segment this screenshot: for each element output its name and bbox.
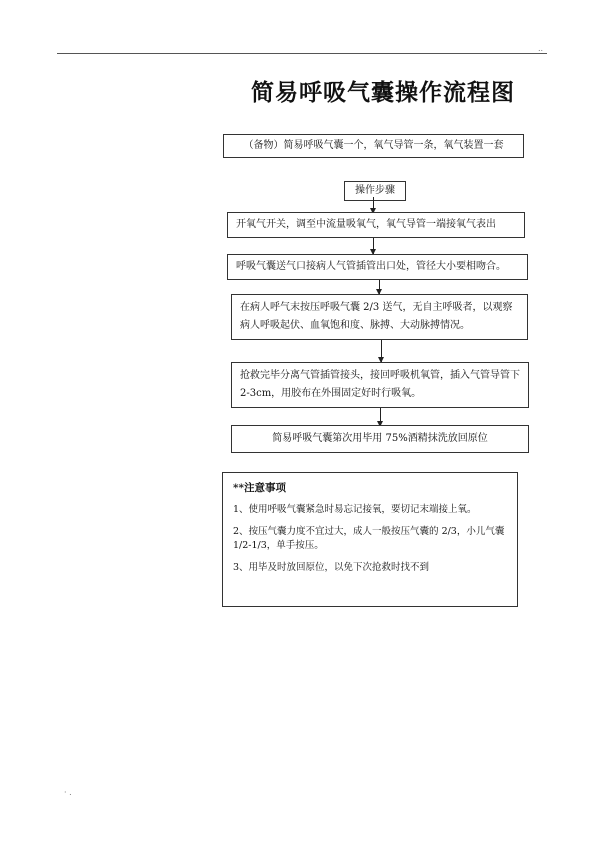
notes-title: **注意事项 <box>233 482 286 494</box>
bottom-mark: · . <box>64 788 72 797</box>
note-item-2: 2、按压气囊力度不宜过大，成人一般按压气囊的 2/3，小儿气囊 1/2-1/3，单手按压。 <box>233 526 505 551</box>
prepare-box <box>223 134 524 158</box>
note-item-3: 3、用毕及时放回原位，以免下次抢救时找不到 <box>233 562 430 573</box>
step-box-3 <box>231 294 528 340</box>
step-text-5: 简易呼吸气囊第次用毕用 75%酒精抹洗放回原位 <box>272 433 488 444</box>
step-text-4: 抢救完毕分离气管插管接头，接回呼吸机氧管，插入气管导管下 2-3cm，用胶布在外围固定好时行吸氧。 <box>240 370 520 399</box>
header-rule <box>57 53 547 54</box>
steps-label-box <box>344 181 406 201</box>
step-box-2 <box>227 254 528 280</box>
step-text-1: 开氧气开关，调至中流量吸氧气，氧气导管一端接氧气表出 <box>236 219 496 230</box>
step-text-2: 呼吸气囊送气口接病人气管插管出口处，管径大小要相吻合。 <box>236 261 506 272</box>
page-title: 简易呼吸气囊操作流程图 <box>251 79 515 106</box>
corner-mark: .. <box>538 44 544 53</box>
step-box-1 <box>227 212 525 238</box>
step-box-5 <box>231 425 529 453</box>
notes-box <box>222 472 518 607</box>
prepare-text: （备物）简易呼吸气囊一个，氧气导管一条，氧气装置一套 <box>243 140 504 151</box>
step-box-4 <box>231 362 529 408</box>
step-text-3: 在病人呼气末按压呼吸气囊 2/3 送气，无自主呼吸者，以观察病人呼吸起伏、血氧饱和度、脉搏、大动脉搏情况。 <box>240 302 513 331</box>
steps-label: 操作步骤 <box>355 185 395 196</box>
note-item-1: 1、使用呼吸气囊紧急时易忘记接氧，要切记末端接上氧。 <box>233 504 477 515</box>
